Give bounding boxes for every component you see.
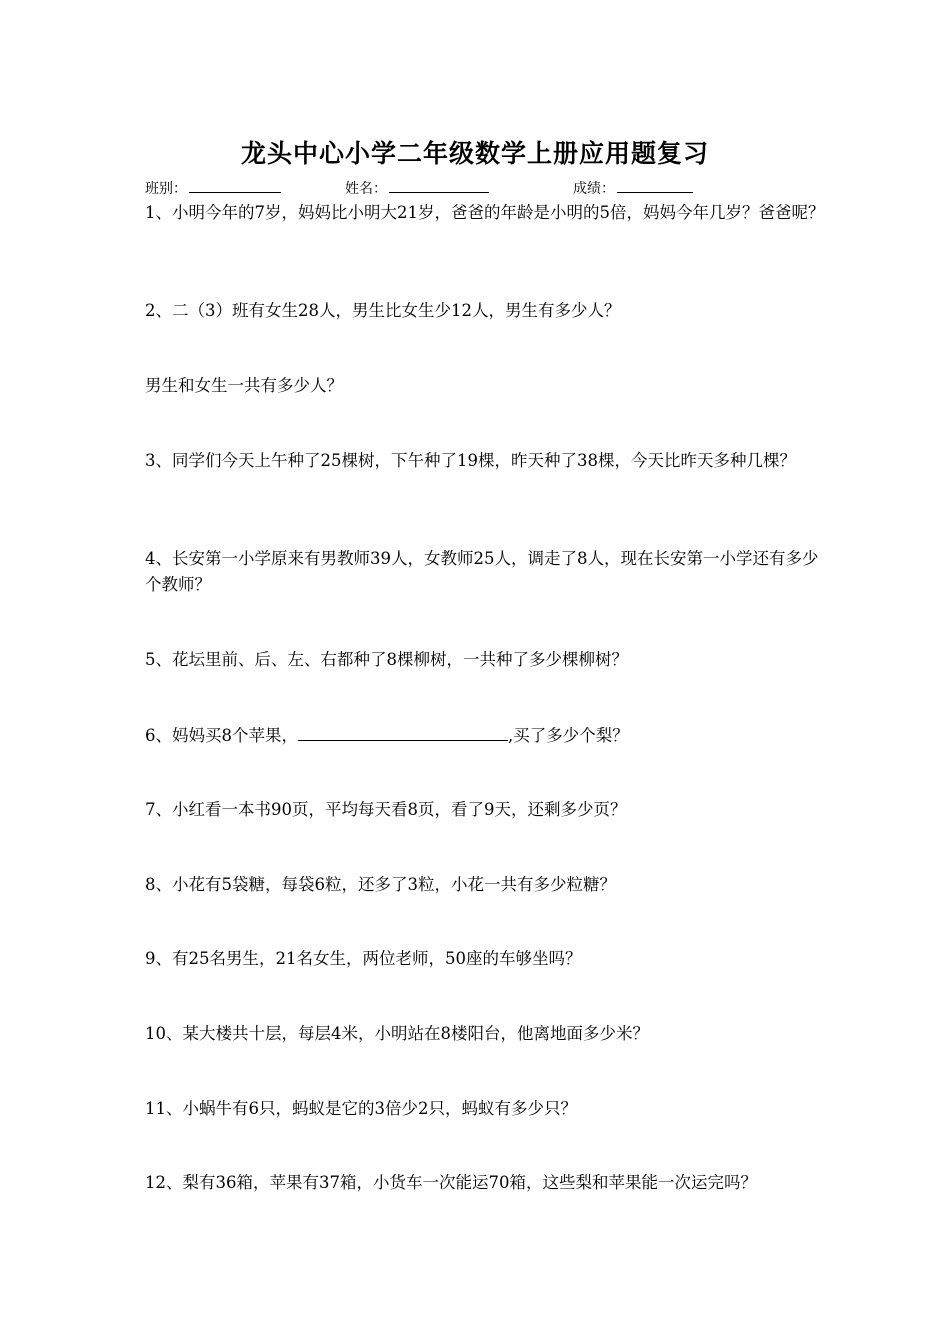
name-label: 姓名： (345, 181, 387, 197)
class-blank-line[interactable] (189, 178, 281, 193)
score-label: 成绩： (573, 181, 615, 197)
class-label: 班别： (145, 181, 187, 197)
question-5: 5、花坛里前、后、左、右都种了8棵柳树，一共种了多少棵柳树？ (145, 650, 628, 669)
score-field (573, 178, 693, 198)
question-7: 7、小红看一本书90页，平均每天看8页，看了9天，还剩多少页？ (145, 800, 627, 819)
name-field (345, 178, 489, 198)
question-12: 12、梨有36箱，苹果有37箱，小货车一次能运70箱，这些梨和苹果能一次运完吗？ (145, 1173, 757, 1192)
question-11: 11、小蜗牛有6只，蚂蚁是它的3倍少2只，蚂蚁有多少只？ (145, 1099, 577, 1118)
question-1: 1、小明今年的7岁，妈妈比小明大21岁，爸爸的年龄是小明的5倍，妈妈今年几岁？爸爸呢？ (145, 203, 825, 222)
question-9: 9、有25名男生，21名女生，两位老师，50座的车够坐吗？ (145, 949, 582, 968)
question-2-followup: 男生和女生一共有多少人？ (145, 376, 343, 395)
score-blank-line[interactable] (617, 178, 693, 193)
question-6-blank[interactable] (298, 722, 508, 741)
question-3: 3、同学们今天上午种了25棵树，下午种了19棵，昨天种了38棵，今天比昨天多种几棵？ (145, 451, 796, 470)
question-8: 8、小花有5袋糖，每袋6粒，还多了3粒，小花一共有多少粒糖？ (145, 875, 616, 894)
page-title: 龙头中心小学二年级数学上册应用题复习 (240, 139, 709, 168)
student-info-row (145, 178, 765, 198)
question-6-text-before: 6、妈妈买8个苹果， (145, 726, 298, 745)
question-6-text-after: ,买了多少个梨？ (508, 726, 629, 745)
question-2: 2、二（3）班有女生28人，男生比女生少12人，男生有多少人？ (145, 301, 621, 320)
name-blank-line[interactable] (389, 178, 489, 193)
question-4: 4、长安第一小学原来有男教师39人，女教师25人，调走了8人，现在长安第一小学还有多少个教师？ (145, 549, 819, 594)
class-field (145, 178, 281, 198)
question-10: 10、某大楼共十层，每层4米，小明站在8楼阳台，他离地面多少米？ (145, 1024, 649, 1043)
question-6 (145, 722, 825, 749)
